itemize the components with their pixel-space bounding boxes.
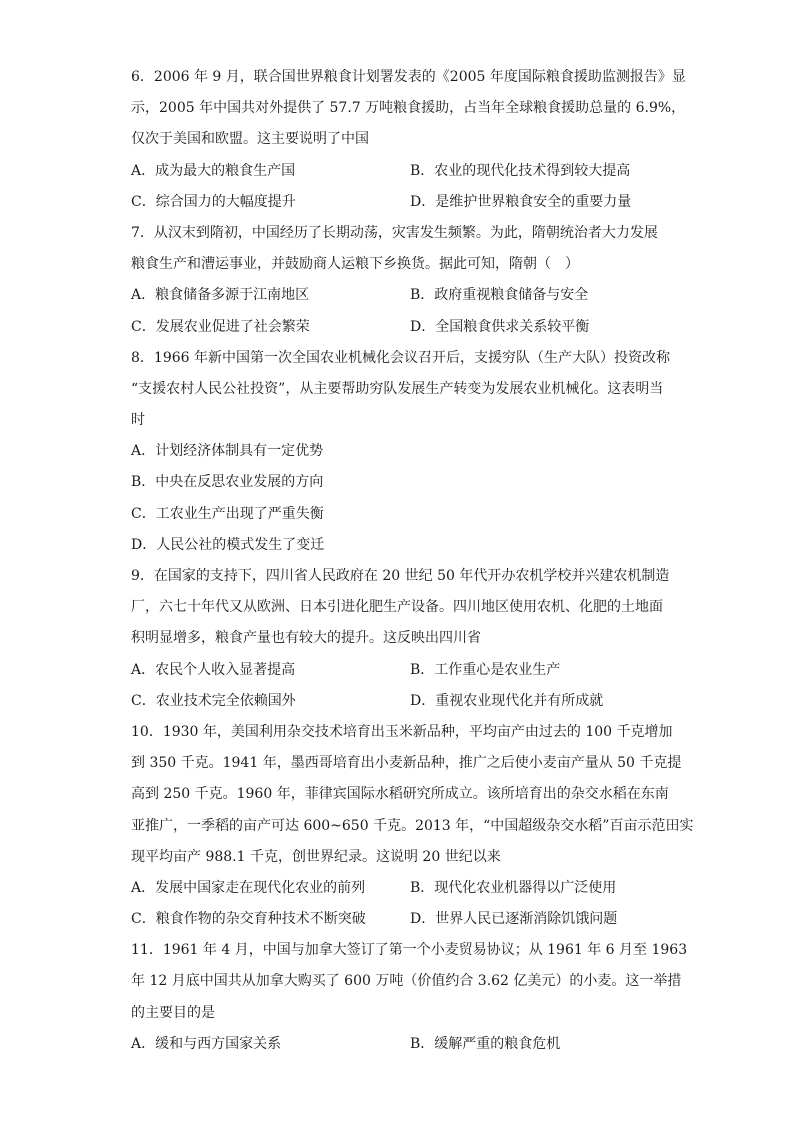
question-stem-line: 的主要目的是	[131, 1004, 215, 1021]
option-c: C．粮食作物的杂交育种技术不断突破	[131, 911, 366, 928]
question-6	[131, 62, 686, 218]
question-stem-line: 10．1930 年，美国利用杂交技术培育出玉米新品种，平均亩产由过去的 100 千克增加	[131, 723, 673, 740]
question-stem-line: “支援农村人民公社投资”，从主要帮助穷队发展生产转变为发展农业机械化。这表明当	[131, 380, 664, 397]
question-stem-line: 粮食生产和漕运事业，并鼓励商人运粮下乡换货。据此可知，隋朝（ ）	[131, 256, 579, 273]
question-stem-line: 高到 250 千克。1960 年，菲律宾国际水稻研究所成立。该所培育出的杂交水稻在东南	[131, 786, 669, 803]
option-a: A．计划经济体制具有一定优势	[131, 443, 324, 460]
question-stem-line: 7．从汉末到隋初，中国经历了长期动荡，灾害发生频繁。为此，隋朝统治者大力发展	[131, 224, 658, 241]
option-a: A．农民个人收入显著提高	[131, 661, 296, 678]
option-b: B．工作重心是农业生产	[410, 661, 561, 678]
option-c: C．发展农业促进了社会繁荣	[131, 318, 310, 335]
option-b: B．农业的现代化技术得到较大提高	[410, 162, 631, 179]
question-9	[131, 561, 671, 717]
option-c: C．工农业生产出现了严重失衡	[131, 505, 324, 522]
option-d: D．世界人民已逐渐消除饥饿问题	[410, 911, 618, 928]
option-a: A．缓和与西方国家关系	[131, 1035, 282, 1052]
option-a: A．粮食储备多源于江南地区	[131, 287, 310, 304]
question-stem-line: 11．1961 年 4 月，中国与加拿大签订了第一个小麦贸易协议；从 1961 年 6 月至 1963	[131, 942, 688, 959]
option-d: D．是维护世界粮食安全的重要力量	[410, 193, 632, 210]
option-a: A．成为最大的粮食生产国	[131, 162, 296, 179]
option-a: A．发展中国家走在现代化农业的前列	[131, 879, 366, 896]
question-list	[131, 62, 694, 1060]
question-stem-line: 8．1966 年新中国第一次全国农业机械化会议召开后，支援穷队（生产大队）投资改称	[131, 349, 670, 366]
option-b: B．中央在反思农业发展的方向	[131, 474, 324, 491]
option-b: B．缓解严重的粮食危机	[410, 1035, 561, 1052]
option-d: D．人民公社的模式发生了变迁	[131, 536, 325, 553]
question-stem-line: 6．2006 年 9 月，联合国世界粮食计划署发表的《2005 年度国际粮食援助监测报告》显	[131, 69, 686, 85]
option-d: D．重视农业现代化并有所成就	[410, 692, 604, 709]
question-stem-line: 仅次于美国和欧盟。这主要说明了中国	[131, 131, 369, 148]
question-7	[131, 218, 671, 343]
question-stem-line: 示，2005 年中国共对外提供了 57.7 万吨粮食援助，占当年全球粮食援助总量的 6.9%，	[131, 100, 686, 117]
question-stem-line: 到 350 千克。1941 年，墨西哥培育出小麦新品种，推广之后使小麦亩产量从 50 千克提	[131, 755, 682, 772]
question-10	[131, 717, 694, 935]
question-stem-line: 亚推广，一季稻的亩产可达 600~650 千克。2013 年，“中国超级杂交水稻”百亩示范田实	[131, 817, 694, 834]
question-11	[131, 935, 688, 1060]
option-c: C．农业技术完全依赖国外	[131, 692, 296, 709]
question-stem-line: 年 12 月底中国共从加拿大购买了 600 万吨（价值约合 3.62 亿美元）的小麦。这一举措	[131, 973, 682, 990]
question-stem-line: 现平均亩产 988.1 千克，创世界纪录。这说明 20 世纪以来	[131, 848, 501, 865]
question-stem-line: 时	[131, 412, 145, 429]
option-d: D．全国粮食供求关系较平衡	[410, 318, 590, 335]
option-b: B．现代化农业机器得以广泛使用	[410, 879, 617, 896]
question-stem-line: 9．在国家的支持下，四川省人民政府在 20 世纪 50 年代开办农机学校并兴建农机制造	[131, 568, 670, 584]
question-8	[131, 343, 671, 561]
question-stem-line: 积明显增多，粮食产量也有较大的提升。这反映出四川省	[131, 630, 481, 647]
option-c: C．综合国力的大幅度提升	[131, 193, 296, 210]
option-b: B．政府重视粮食储备与安全	[410, 287, 589, 304]
question-stem-line: 厂，六七十年代又从欧洲、日本引进化肥生产设备。四川地区使用农机、化肥的土地面	[131, 599, 663, 616]
